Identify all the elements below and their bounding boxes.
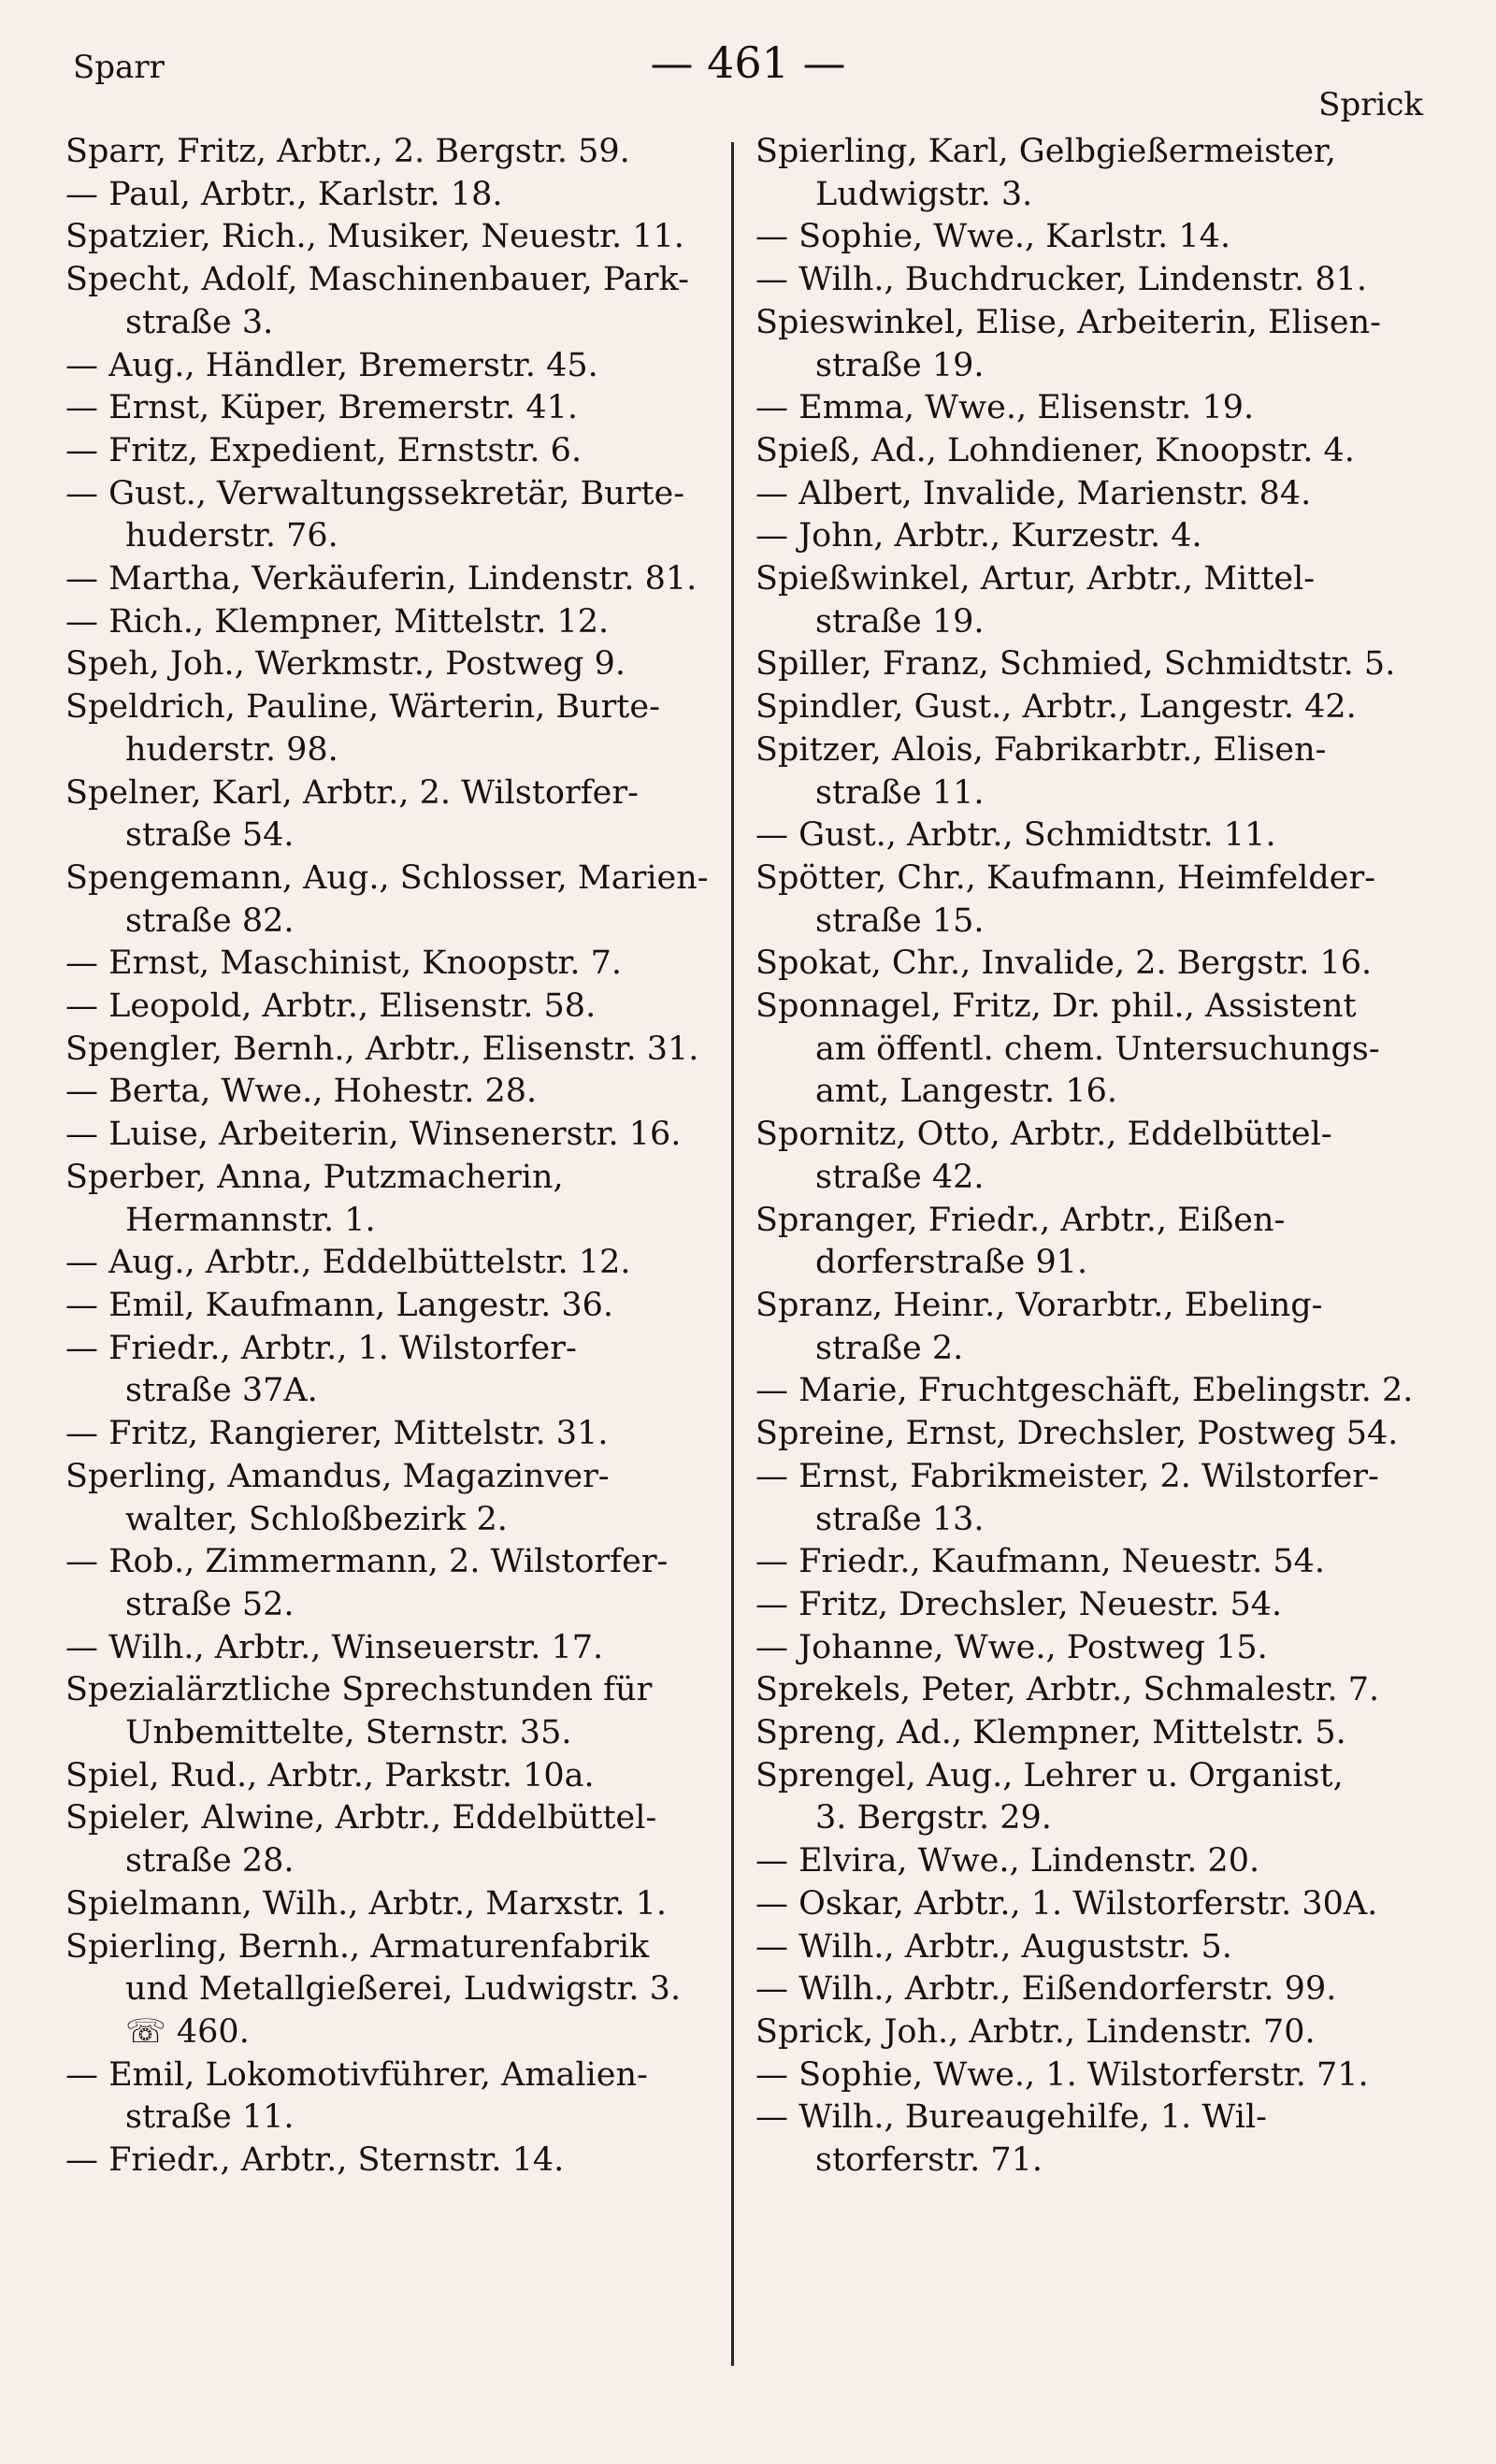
- entry-line: Spokat, Chr., Invalide, 2. Bergstr. 16.: [755, 944, 1373, 983]
- entry-line: — Ernst, Maschinist, Knoopstr. 7.: [65, 944, 623, 983]
- entry-line: — Aug., Arbtr., Eddelbüttelstr. 12.: [65, 1244, 631, 1282]
- entry-line: Spötter, Chr., Kaufmann, Heimfelder-: [755, 858, 1376, 897]
- entry-line: Spitzer, Alois, Fabrikarbtr., Elisen-: [755, 730, 1327, 769]
- directory-entry: [65, 174, 720, 217]
- entry-line: 3. Bergstr. 29.: [815, 1799, 1052, 1837]
- entry-line: Spieler, Alwine, Arbtr., Eddelbüttel-: [65, 1799, 657, 1837]
- left-column: [65, 131, 720, 2183]
- entry-line: straße 15.: [815, 901, 985, 940]
- directory-entry: [755, 259, 1429, 302]
- directory-entry: [755, 430, 1429, 473]
- directory-entry: [755, 2054, 1429, 2097]
- entry-line: — Elvira, Wwe., Lindenstr. 20.: [755, 1842, 1260, 1880]
- directory-entry: [65, 1029, 720, 1072]
- entry-line: Spranz, Heinr., Vorarbtr., Ebeling-: [755, 1286, 1323, 1324]
- entry-line: Speldrich, Pauline, Wärterin, Burte-: [65, 688, 660, 727]
- entry-line: Spatzier, Rich., Musiker, Neuestr. 11.: [65, 218, 684, 256]
- directory-entry: [755, 2011, 1429, 2054]
- directory-entry: [755, 2097, 1429, 2182]
- entry-line: — Sophie, Wwe., 1. Wilstorferstr. 71.: [755, 2055, 1369, 2094]
- directory-entry: [755, 131, 1429, 216]
- entry-line: Sperling, Amandus, Magazinver-: [65, 1457, 610, 1495]
- directory-entry: [755, 1200, 1429, 1285]
- directory-entry: [755, 986, 1429, 1114]
- entry-line: Spornitz, Otto, Arbtr., Eddelbüttel-: [755, 1116, 1332, 1154]
- directory-entry: [755, 473, 1429, 516]
- entry-line: Spreine, Ernst, Drechsler, Postweg 54.: [755, 1415, 1399, 1453]
- directory-entry: [755, 1413, 1429, 1456]
- entry-line: Sprengel, Aug., Lehrer u. Organist,: [755, 1756, 1344, 1794]
- directory-entry: [65, 345, 720, 388]
- directory-entry: [65, 2140, 720, 2183]
- directory-entry: [65, 643, 720, 686]
- entry-line: straße 82.: [125, 901, 295, 940]
- entry-line: — Fritz, Expedient, Ernststr. 6.: [65, 431, 583, 469]
- entry-line: — Friedr., Arbtr., Sternstr. 14.: [65, 2141, 565, 2180]
- page-number: — 461 —: [650, 37, 846, 88]
- entry-line: walter, Schloßbezirk 2.: [125, 1500, 508, 1538]
- directory-entry: [755, 216, 1429, 259]
- directory-entry: [65, 1285, 720, 1328]
- directory-entry: [65, 1114, 720, 1157]
- directory-entry: [65, 558, 720, 601]
- entry-line: — Wilh., Bureaugehilfe, 1. Wil-: [755, 2098, 1267, 2137]
- directory-entry: [65, 1328, 720, 1413]
- directory-entry: [65, 1926, 720, 2054]
- entry-line: — Albert, Invalide, Marienstr. 84.: [755, 474, 1312, 512]
- entry-line: Specht, Adolf, Maschinenbauer, Park-: [65, 261, 689, 299]
- entry-line: Sparr, Fritz, Arbtr., 2. Bergstr. 59.: [65, 133, 630, 170]
- entry-line: — Berta, Wwe., Hohestr. 28.: [65, 1073, 538, 1111]
- entry-line: — Gust., Arbtr., Schmidtstr. 11.: [755, 816, 1276, 855]
- directory-entry: [65, 1627, 720, 1670]
- entry-line: und Metallgießerei, Ludwigstr. 3.: [125, 1970, 682, 2009]
- directory-entry: [65, 2054, 720, 2140]
- entry-line: — Wilh., Arbtr., Winseuerstr. 17.: [65, 1628, 604, 1666]
- directory-entry: [65, 387, 720, 430]
- entry-line: straße 37A.: [125, 1372, 318, 1410]
- header-right-keyword: Sprick: [1318, 86, 1423, 123]
- directory-entry: [755, 515, 1429, 558]
- directory-entry: [755, 1926, 1429, 1969]
- entry-line: — Friedr., Kaufmann, Neuestr. 54.: [755, 1543, 1326, 1581]
- directory-entry: [65, 1456, 720, 1541]
- directory-entry: [65, 473, 720, 558]
- entry-line: — Sophie, Wwe., Karlstr. 14.: [755, 218, 1231, 256]
- entry-line: Spierling, Karl, Gelbgießermeister,: [755, 133, 1337, 170]
- entry-line: Spreng, Ad., Klempner, Mittelstr. 5.: [755, 1714, 1346, 1752]
- entry-line: — Rob., Zimmermann, 2. Wilstorfer-: [65, 1543, 669, 1581]
- entry-line: Sprick, Joh., Arbtr., Lindenstr. 70.: [755, 2012, 1316, 2051]
- directory-entry: [755, 1840, 1429, 1883]
- entry-line: Ludwigstr. 3.: [815, 175, 1033, 213]
- directory-entry: [755, 1541, 1429, 1584]
- entry-line: Spieswinkel, Elise, Arbeiterin, Elisen-: [755, 303, 1381, 341]
- directory-entry: [65, 1413, 720, 1456]
- entry-line: straße 28.: [125, 1842, 295, 1880]
- directory-entry: [65, 430, 720, 473]
- entry-line: straße 19.: [815, 346, 985, 384]
- entry-line: Spielmann, Wilh., Arbtr., Marxstr. 1.: [65, 1884, 668, 1923]
- entry-line: Sperber, Anna, Putzmacherin,: [65, 1158, 564, 1196]
- entry-line: — Wilh., Arbtr., Auguststr. 5.: [755, 1927, 1232, 1966]
- directory-entry: [65, 686, 720, 771]
- directory-entry: [65, 986, 720, 1029]
- directory-entry: [755, 1456, 1429, 1541]
- page-header: [0, 0, 1496, 123]
- directory-entry: [65, 1541, 720, 1626]
- header-left-keyword: Sparr: [73, 49, 165, 86]
- entry-line: — Ernst, Küper, Bremerstr. 41.: [65, 389, 579, 427]
- entry-line: — Paul, Arbtr., Karlstr. 18.: [65, 175, 503, 213]
- entry-line: Spindler, Gust., Arbtr., Langestr. 42.: [755, 688, 1357, 727]
- entry-line: — Martha, Verkäuferin, Lindenstr. 81.: [65, 560, 698, 598]
- directory-entry: [755, 814, 1429, 857]
- entry-line: — Ernst, Fabrikmeister, 2. Wilstorfer-: [755, 1457, 1379, 1495]
- directory-entry: [755, 686, 1429, 729]
- entry-line: Sponnagel, Fritz, Dr. phil., Assistent: [755, 987, 1357, 1026]
- directory-entry: [755, 387, 1429, 430]
- directory-entry: [65, 1797, 720, 1882]
- entry-line: — Fritz, Drechsler, Neuestr. 54.: [755, 1585, 1283, 1623]
- entry-line: straße 13.: [815, 1500, 985, 1538]
- entry-line: straße 11.: [815, 773, 985, 812]
- directory-entry: [65, 601, 720, 644]
- directory-entry: [65, 857, 720, 943]
- entry-line: ☏ 460.: [125, 2012, 250, 2051]
- entry-line: Spiel, Rud., Arbtr., Parkstr. 10a.: [65, 1756, 595, 1794]
- entry-line: Spengler, Bernh., Arbtr., Elisenstr. 31.: [65, 1030, 699, 1068]
- entry-line: straße 42.: [815, 1158, 985, 1196]
- entry-line: — Wilh., Arbtr., Eißendorferstr. 99.: [755, 1970, 1337, 2009]
- entry-line: — Johanne, Wwe., Postweg 15.: [755, 1628, 1268, 1666]
- directory-entry: [65, 216, 720, 259]
- entry-line: Unbemittelte, Sternstr. 35.: [125, 1714, 572, 1752]
- directory-entry: [755, 1285, 1429, 1370]
- directory-entry: [755, 643, 1429, 686]
- directory-entry: [755, 943, 1429, 986]
- entry-line: — Marie, Fruchtgeschäft, Ebelingstr. 2.: [755, 1372, 1414, 1410]
- entry-line: — John, Arbtr., Kurzestr. 4.: [755, 517, 1202, 555]
- directory-entry: [755, 1370, 1429, 1413]
- directory-entry: [65, 772, 720, 857]
- entry-line: Spelner, Karl, Arbtr., 2. Wilstorfer-: [65, 773, 639, 812]
- entry-line: Spießwinkel, Artur, Arbtr., Mittel-: [755, 560, 1316, 598]
- directory-entry: [755, 558, 1429, 643]
- directory-entry: [65, 131, 720, 174]
- right-column: [755, 131, 1429, 2183]
- directory-entry: [65, 1669, 720, 1754]
- entry-line: Spiller, Franz, Schmied, Schmidtstr. 5.: [755, 645, 1396, 684]
- entry-line: huderstr. 98.: [125, 730, 338, 769]
- entry-line: straße 19.: [815, 602, 985, 641]
- directory-entry: [65, 943, 720, 986]
- entry-line: — Emil, Kaufmann, Langestr. 36.: [65, 1286, 613, 1324]
- directory-entry: [755, 1968, 1429, 2011]
- entry-line: — Fritz, Rangierer, Mittelstr. 31.: [65, 1415, 609, 1453]
- entry-line: Hermannstr. 1.: [125, 1201, 376, 1239]
- entry-line: Speh, Joh., Werkmstr., Postweg 9.: [65, 645, 626, 684]
- directory-entry: [65, 1157, 720, 1242]
- directory-entry: [755, 1712, 1429, 1755]
- entry-line: am öffentl. chem. Untersuchungs-: [815, 1030, 1380, 1068]
- entry-line: amt, Langestr. 16.: [815, 1073, 1117, 1111]
- entry-line: — Oskar, Arbtr., 1. Wilstorferstr. 30A.: [755, 1884, 1378, 1923]
- directory-entry: [755, 1627, 1429, 1670]
- entry-line: — Gust., Verwaltungssekretär, Burte-: [65, 474, 685, 512]
- entry-line: — Emil, Lokomotivführer, Amalien-: [65, 2055, 648, 2094]
- directory-entry: [65, 1242, 720, 1285]
- column-divider: [731, 142, 734, 2366]
- entry-line: huderstr. 76.: [125, 517, 338, 555]
- entry-line: — Emma, Wwe., Elisenstr. 19.: [755, 389, 1255, 427]
- entry-line: — Rich., Klempner, Mittelstr. 12.: [65, 602, 610, 641]
- entry-line: Spezialärztliche Sprechstunden für: [65, 1671, 653, 1709]
- directory-entry: [755, 1584, 1429, 1627]
- entry-line: Spengemann, Aug., Schlosser, Marien-: [65, 858, 709, 897]
- directory-entry: [65, 1071, 720, 1114]
- entry-line: Spieß, Ad., Lohndiener, Knoopstr. 4.: [755, 431, 1355, 469]
- entry-line: Spierling, Bernh., Armaturenfabrik: [65, 1927, 650, 1966]
- entry-line: straße 2.: [815, 1329, 964, 1367]
- directory-entry: [65, 1883, 720, 1926]
- entry-line: straße 52.: [125, 1585, 295, 1623]
- entry-line: — Aug., Händler, Bremerstr. 45.: [65, 346, 598, 384]
- directory-entry: [755, 857, 1429, 943]
- entry-line: dorferstraße 91.: [815, 1244, 1088, 1282]
- entry-line: straße 3.: [125, 303, 274, 341]
- entry-line: — Friedr., Arbtr., 1. Wilstorfer-: [65, 1329, 577, 1367]
- directory-entry: [65, 1755, 720, 1798]
- directory-entry: [65, 259, 720, 344]
- directory-entry: [755, 1669, 1429, 1712]
- directory-entry: [755, 302, 1429, 387]
- entry-line: straße 54.: [125, 816, 295, 855]
- entry-line: Sprekels, Peter, Arbtr., Schmalestr. 7.: [755, 1671, 1380, 1709]
- directory-entry: [755, 729, 1429, 814]
- directory-entry: [755, 1883, 1429, 1926]
- entry-line: — Wilh., Buchdrucker, Lindenstr. 81.: [755, 261, 1367, 299]
- entry-line: — Luise, Arbeiterin, Winsenerstr. 16.: [65, 1116, 682, 1154]
- entry-line: storferstr. 71.: [815, 2141, 1043, 2180]
- directory-entry: [755, 1114, 1429, 1199]
- entry-line: Spranger, Friedr., Arbtr., Eißen-: [755, 1201, 1286, 1239]
- entry-line: — Leopold, Arbtr., Elisenstr. 58.: [65, 987, 597, 1026]
- directory-entry: [755, 1755, 1429, 1840]
- entry-line: straße 11.: [125, 2098, 295, 2137]
